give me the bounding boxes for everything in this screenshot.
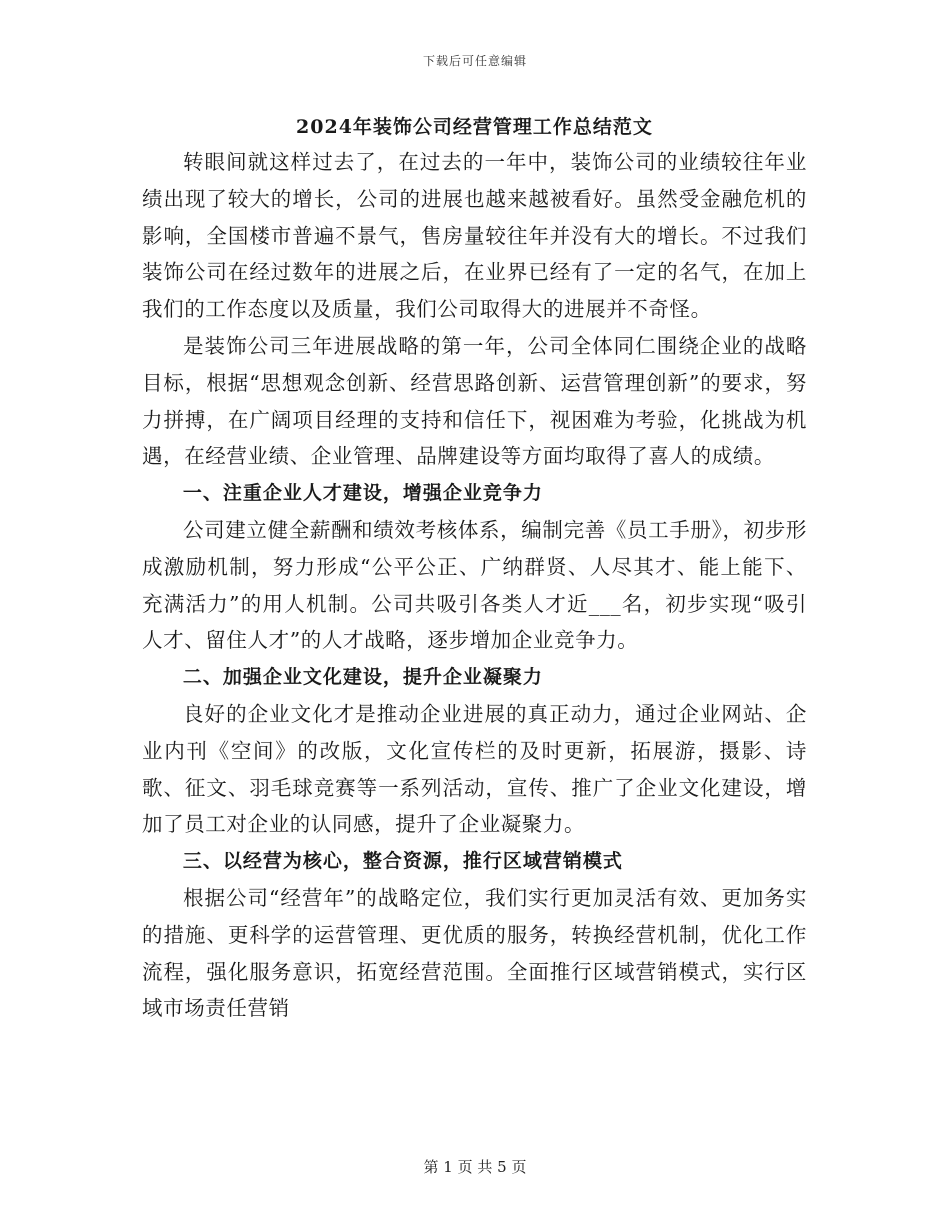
- section-heading-1: 一、注重企业人才建设，增强企业竞争力: [182, 482, 543, 505]
- section-heading-3: 三、以经营为核心，整合资源，推行区域营销模式: [182, 850, 623, 873]
- intro-paragraph-2: 是装饰公司三年进展战略的第一年，公司全体同仁围绕企业的战略目标，根据“思想观念创新、经营思路创新、运营管理创新”的要求，努力拼搏，在广阔项目经理的支持和信任下，视困难为考验，化挑战为机遇，在经营业绩、企业管理、品牌建设等方面均取得了喜人的成绩。: [142, 333, 807, 469]
- intro-paragraph-1: 转眼间就这样过去了，在过去的一年中，装饰公司的业绩较往年业绩出现了较大的增长，公司的进展也越来越被看好。虽然受金融危机的影响，全国楼市普遍不景气，售房量较往年并没有大的增长。不过我们装饰公司在经过数年的进展之后，在业界已经有了一定的名气，在加上我们的工作态度以及质量，我们公司取得大的进展并不奇怪。: [142, 150, 807, 322]
- section-body-1: 公司建立健全薪酬和绩效考核体系，编制完善《员工手册》，初步形成激励机制，努力形成“公平公正、广纳群贤、人尽其才、能上能下、充满活力”的用人机制。公司共吸引各类人才近___名，初步实现“吸引人才、留住人才”的人才战略，逐步增加企业竞争力。: [142, 517, 807, 653]
- document-title: 2024年装饰公司经营管理工作总结范文: [296, 116, 653, 138]
- section-body-3: 根据公司“经营年”的战略定位，我们实行更加灵活有效、更加务实的措施、更科学的运营管理、更优质的服务，转换经营机制，优化工作流程，强化服务意识，拓宽经营范围。全面推行区域营销模式，实行区域市场责任营销: [142, 885, 807, 1021]
- section-body-2: 良好的企业文化才是推动企业进展的真正动力，通过企业网站、企业内刊《空间》的改版，文化宣传栏的及时更新，拓展游，摄影、诗歌、征文、羽毛球竞赛等一系列活动，宣传、推广了企业文化建设，增加了员工对企业的认同感，提升了企业凝聚力。: [142, 701, 807, 837]
- header-note: 下载后可任意编辑: [422, 54, 527, 68]
- page-number: 第 1 页 共 5 页: [423, 1158, 527, 1176]
- document-body: [142, 110, 807, 1027]
- section-heading-2: 二、加强企业文化建设，提升企业凝聚力: [182, 666, 543, 689]
